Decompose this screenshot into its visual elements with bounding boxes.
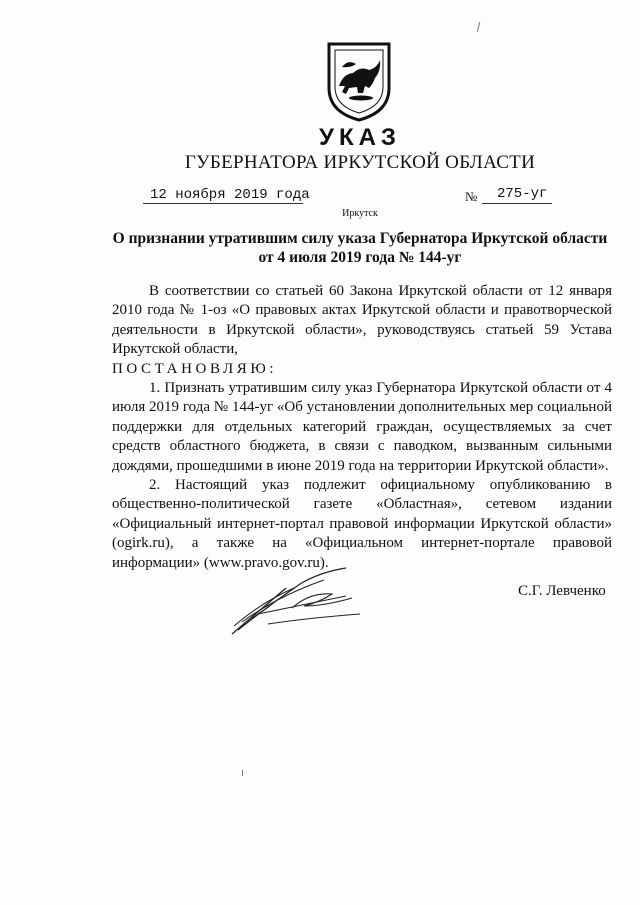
signer-name: С.Г. Левченко <box>518 583 606 599</box>
irkutsk-coat-of-arms-icon <box>325 40 393 122</box>
heading-line-2: от 4 июля 2019 года № 144-уг <box>258 249 462 266</box>
document-number: 275-уг <box>497 186 548 202</box>
document-title: УКАЗ <box>319 124 401 151</box>
item-2-paragraph: 2. Настоящий указ подлежит официальному опубликованию в общественно-политической газете «Областная», сетевом издании «Официальный интернет-портал правовой информации Иркутской области» (ogirk.ru), а также на «Официальном интернет-портале правовой информации» (www.pravo.gov.ru). <box>112 477 612 571</box>
document-heading <box>110 229 610 267</box>
number-underline <box>482 203 552 204</box>
document-subtitle: ГУБЕРНАТОРА ИРКУТСКОЙ ОБЛАСТИ <box>184 152 536 173</box>
decree-word: ПОСТАНОВЛЯЮ: <box>112 360 278 377</box>
document-place: Иркутск <box>342 208 378 219</box>
scan-mark <box>477 22 481 32</box>
heading-line-1: О признании утратившим силу указа Губернатора Иркутской области <box>112 230 608 247</box>
handwritten-signature-icon <box>228 566 368 638</box>
preamble-paragraph: В соответствии со статьей 60 Закона Иркутской области от 12 января 2010 года № 1-оз «О правовых актах Иркутской области и правотворческой деятельности в Иркутской области», руководствуясь статьей 59 Устава Иркутской области, <box>112 283 612 358</box>
date-underline <box>143 203 303 204</box>
document-body <box>112 282 612 573</box>
item-1-paragraph: 1. Признать утратившим силу указ Губернатора Иркутской области от 4 июля 2019 года № 144-уг «Об установлении дополнительных мер социальной поддержки для отдельных категорий граждан, осуществляемых за счет средств областного бюджета, в связи с паводком, вызванным сильными дождями, прошедшими в июне 2019 года на территории Иркутской области». <box>112 380 612 474</box>
scan-mark <box>242 770 243 776</box>
document-date: 12 ноября 2019 года <box>150 187 310 203</box>
number-label: № <box>465 189 478 204</box>
